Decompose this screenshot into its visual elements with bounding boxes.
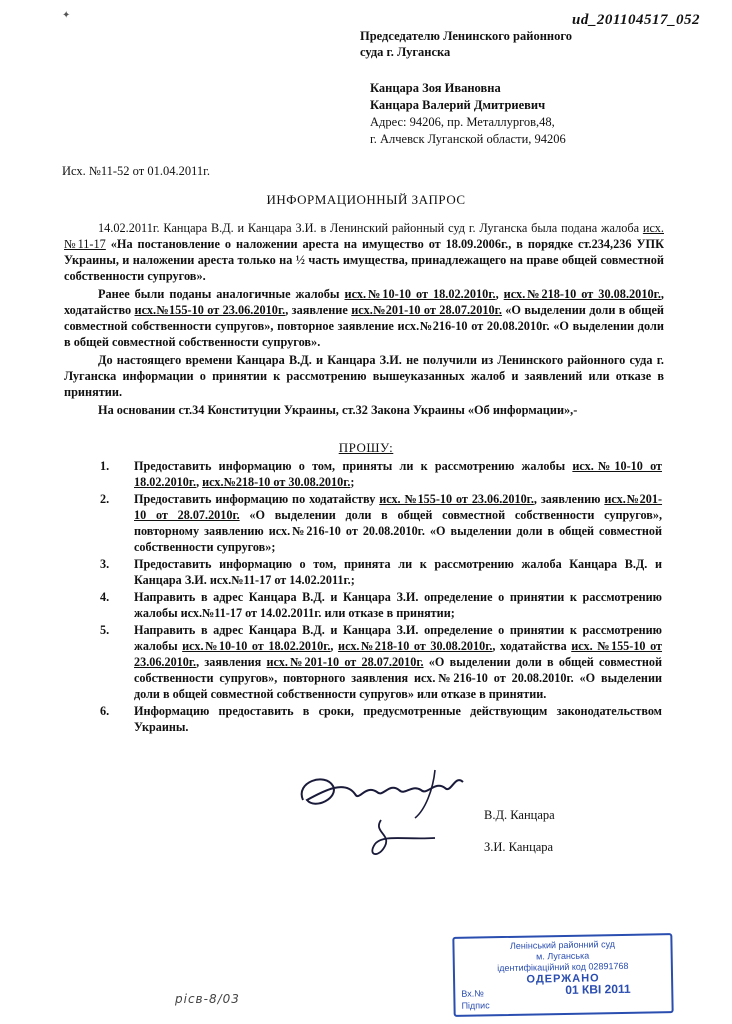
paragraph-2 bbox=[64, 286, 664, 350]
p2-sep-3: , заявление bbox=[285, 303, 352, 317]
item-text bbox=[134, 458, 662, 490]
p2-ref-2: исх.№218-10 от 30.08.2010г. bbox=[503, 287, 661, 301]
p2-text-b: «О выделении доли в общей совместной собственности супругов», повторное заявление исх.№216-10 от 20.08.2010г. «О выделении доли в общей совместной собственности супругов». bbox=[64, 303, 664, 349]
i2-ref-1: исх. №155-10 от 23.06.2010г. bbox=[379, 492, 534, 506]
p1-ref: исх.№11-17 bbox=[64, 221, 664, 251]
i2-ref-2: исх.№201-10 от 28.07.2010г. bbox=[134, 492, 663, 522]
stamp-received: ОДЕРЖАНО bbox=[526, 972, 600, 986]
item-text: Предоставить информацию о том, принята ли к рассмотрению жалоба Канцара В.Д. и Канцара З.И. исх.№11-17 от 14.02.2011г.; bbox=[134, 557, 662, 587]
sender-name-1: Канцара Зоя Ивановна bbox=[370, 81, 501, 95]
item-number: 3. bbox=[100, 557, 110, 571]
request-heading: ПРОШУ: bbox=[338, 440, 394, 455]
p2-ref-4: исх.№201-10 от 28.07.2010г. bbox=[351, 303, 502, 317]
request-item-5 bbox=[64, 622, 662, 702]
paragraph-1 bbox=[64, 220, 664, 284]
addressee-line-2: суда г. Луганска bbox=[360, 45, 451, 59]
document-body bbox=[64, 220, 664, 420]
i1-ref-2: исх.№218-10 от 30.08.2010г. bbox=[202, 475, 351, 489]
sender-name-2: Канцара Валерий Дмитриевич bbox=[370, 98, 546, 112]
document-id: ud_201104517_052 bbox=[571, 12, 700, 28]
document-title: ИНФОРМАЦИОННЫЙ ЗАПРОС bbox=[266, 192, 466, 207]
stamp-label-sign: Підпис bbox=[461, 1000, 490, 1011]
addressee-block bbox=[360, 28, 572, 60]
item-number: 5. bbox=[100, 623, 110, 637]
i2-text-b: «О выделении доли в общей совместной собственности супругов», повторному заявлению исх.№216-10 от 20.08.2010г. «О выделении доли в общей совместной собственности супругов»; bbox=[134, 508, 662, 554]
sender-address-1: Адрес: 94206, пр. Металлургов,48, bbox=[370, 115, 555, 129]
item-number: 1. bbox=[100, 459, 110, 473]
stamp-line-2: м. Луганська bbox=[536, 950, 590, 962]
i1-ref-1: исх.№10-10 от 18.02.2010г. bbox=[134, 459, 662, 489]
signer-2: З.И. Канцара bbox=[484, 840, 554, 854]
i1-end: ; bbox=[350, 475, 355, 489]
i5-text-b: «О выделении доли в общей совместной собственности супругов», повторного заявления исх.№216-10 от 20.08.2010г. «О выделении доли в общей совместной собственности супругов» или отказе в принятии. bbox=[134, 655, 662, 701]
outgoing-number: Исх. №11-52 от 01.04.2011г. bbox=[62, 164, 210, 178]
item-text bbox=[134, 622, 662, 702]
i5-sep-1: , bbox=[330, 639, 339, 653]
p2-sep-1: , bbox=[495, 287, 504, 301]
p2-sep-2: , ходатайство bbox=[64, 287, 664, 317]
item-text: Направить в адрес Канцара В.Д. и Канцара З.И. определение о принятии к рассмотрению жалобы исх.№11-17 от 14.02.2011г. или отказе в принятии; bbox=[134, 590, 662, 620]
p1-text-a: 14.02.2011г. Канцара В.Д. и Канцара З.И. в Ленинский районный суд г. Луганска была подана жалоба bbox=[98, 221, 643, 235]
stamp-line-1: Ленінський районний суд bbox=[509, 939, 616, 951]
i5-text-a: Направить в адрес Канцара В.Д. и Канцара З.И. определение о принятии к рассмотрению жалобы bbox=[134, 623, 662, 653]
i2-sep: , заявлению bbox=[533, 492, 605, 506]
i2-text-a: Предоставить информацию по ходатайству bbox=[134, 492, 380, 506]
sender-address-2: г. Алчевск Луганской области, 94206 bbox=[370, 132, 566, 146]
scan-mark: ✦ bbox=[62, 10, 71, 21]
stamp-line-3: ідентифікаційний код 02891768 bbox=[497, 960, 629, 974]
p1-text-b: «На постановление о наложении ареста на имущество от 18.09.2006г., в порядке ст.234,236 УПК Украины, и наложении ареста только на ½ часть имущества, принадлежащего на праве общей совместной собственности супругов». bbox=[64, 237, 664, 283]
request-items bbox=[64, 458, 662, 736]
sender-block bbox=[370, 80, 566, 148]
i1-text-a: Предоставить информацию о том, приняты ли к рассмотрению жалобы bbox=[134, 459, 573, 473]
request-item-6 bbox=[64, 703, 662, 735]
i1-sep: , bbox=[196, 475, 203, 489]
stamp-label-in: Вх.№ bbox=[461, 988, 484, 999]
handwritten-signature bbox=[285, 760, 485, 870]
stamp-date: 01 КВІ 2011 bbox=[565, 981, 631, 997]
paragraph-3: До настоящего времени Канцара В.Д. и Канцара З.И. не получили из Ленинского районного суда г. Луганска информации о принятии к рассмотрению вышеуказанных жалоб и заявлений или отказе в принятии. bbox=[64, 353, 664, 399]
item-text bbox=[134, 491, 662, 555]
handwritten-note: рісв-8/03 bbox=[175, 992, 240, 1006]
p2-ref-1: исх.№10-10 от 18.02.2010г. bbox=[344, 287, 496, 301]
item-number: 6. bbox=[100, 704, 110, 718]
item-number: 2. bbox=[100, 492, 110, 506]
signer-1: В.Д. Канцара bbox=[484, 808, 555, 822]
i5-ref-4: исх.№201-10 от 28.07.2010г. bbox=[266, 655, 424, 669]
i5-ref-2: исх.№218-10 от 30.08.2010г. bbox=[338, 639, 493, 653]
court-received-stamp bbox=[452, 933, 673, 1017]
i5-ref-1: исх.№10-10 от 18.02.2010г. bbox=[182, 639, 331, 653]
item-number: 4. bbox=[100, 590, 110, 604]
request-item-3 bbox=[64, 556, 662, 588]
i5-ref-3: исх. №155-10 от 23.06.2010г. bbox=[134, 639, 663, 669]
request-item-4 bbox=[64, 589, 662, 621]
request-item-1 bbox=[64, 458, 662, 490]
item-text: Информацию предоставить в сроки, предусмотренные действующим законодательством Украины. bbox=[134, 704, 662, 734]
addressee-line-1: Председателю Ленинского районного bbox=[360, 29, 572, 43]
i5-sep-3: , заявления bbox=[196, 655, 267, 669]
p2-ref-3: исх.№155-10 от 23.06.2010г. bbox=[134, 303, 286, 317]
p2-text-a: Ранее были поданы аналогичные жалобы bbox=[98, 287, 345, 301]
request-item-2 bbox=[64, 491, 662, 555]
paragraph-4: На основании ст.34 Конституции Украины, ст.32 Закона Украины «Об информации»,- bbox=[98, 403, 578, 417]
i5-sep-2: , ходатайства bbox=[492, 639, 572, 653]
